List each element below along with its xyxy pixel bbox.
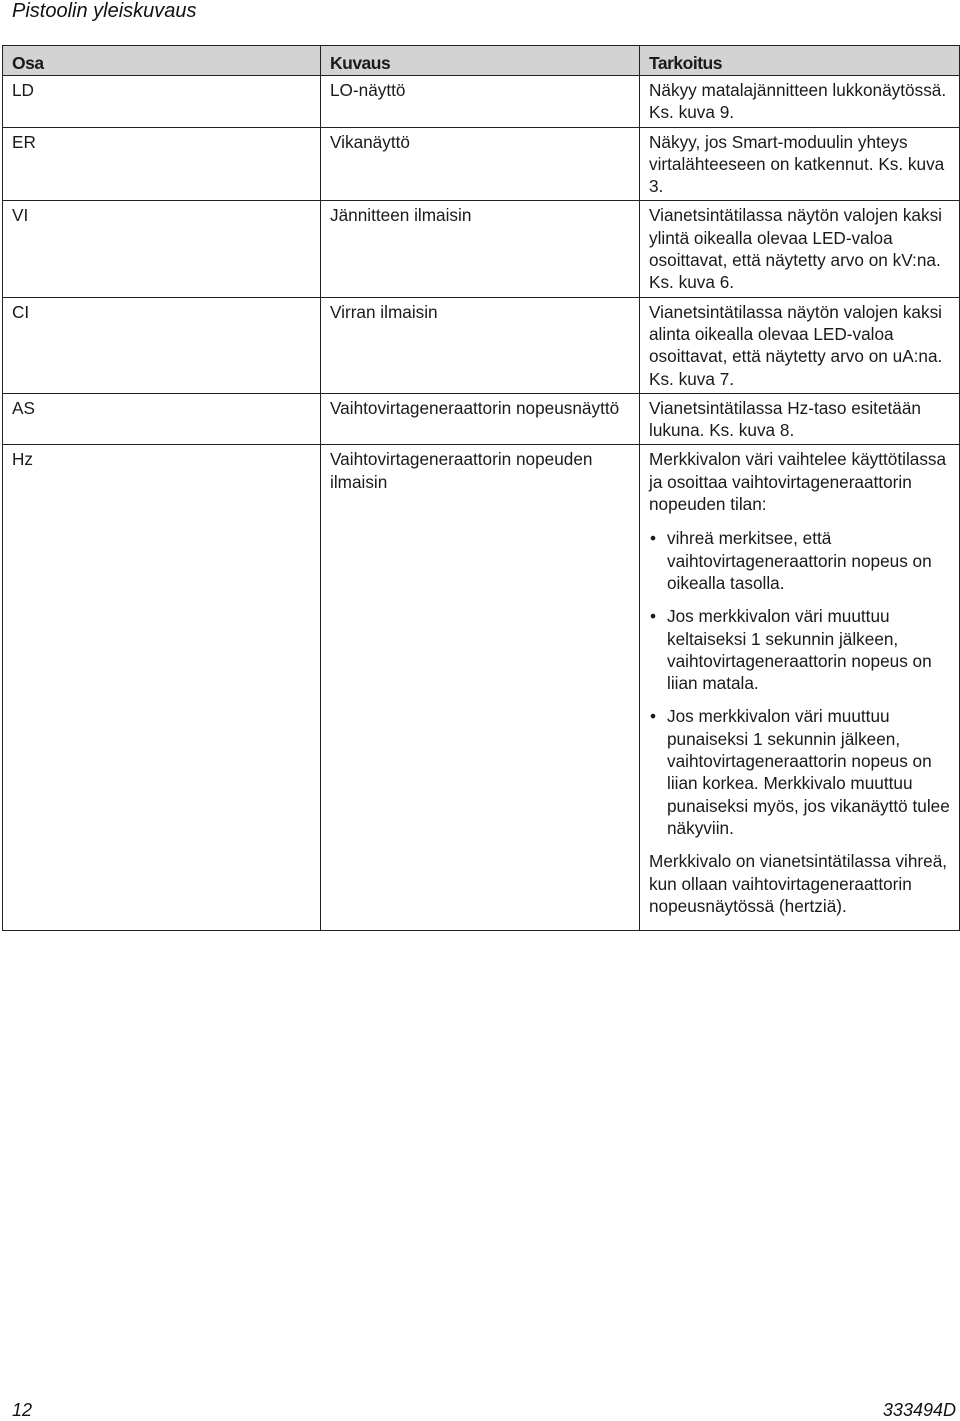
document-number: 333494D — [882, 1400, 956, 1420]
purpose-outro: Merkkivalo on vianetsintätilassa vihreä, kun ollaan vaihtovirtageneraattorin nopeusnäytössä (hertziä). — [649, 851, 948, 916]
row-code: Hz — [3, 445, 321, 931]
color-state-list — [649, 527, 950, 839]
row-purpose: Vianetsintätilassa Hz-taso esitetään lukuna. Ks. kuva 8. — [640, 393, 960, 445]
row-description: Vaihtovirtageneraattorin nopeusnäyttö — [321, 393, 640, 445]
section-title: Pistoolin yleiskuvaus — [12, 0, 197, 22]
table-row — [3, 297, 960, 393]
row-code: AS — [3, 393, 321, 445]
row-purpose: Näkyy matalajännitteen lukkonäytössä. Ks. kuva 9. — [640, 76, 960, 128]
table-row — [3, 201, 960, 297]
row-description: Vaihtovirtageneraattorin nopeuden ilmaisin — [321, 445, 640, 931]
row-description: Virran ilmaisin — [321, 297, 640, 393]
column-header-tarkoitus: Tarkoitus — [640, 46, 960, 76]
list-item-text: Jos merkkivalon väri muuttuu punaiseksi 1 sekunnin jälkeen, vaihtovirtageneraattorin nopeus on liian korkea. Merkkivalo muuttuu punaiseksi myös, jos vikanäyttö tulee näkyviin. — [667, 706, 950, 838]
row-description: Jännitteen ilmaisin — [321, 201, 640, 297]
row-description: Vikanäyttö — [321, 127, 640, 201]
list-item-text: vihreä merkitsee, että vaihtovirtageneraattorin nopeus on oikealla tasolla. — [667, 528, 932, 593]
table-row — [3, 393, 960, 445]
bullet-icon: • — [650, 528, 657, 549]
bullet-icon: • — [650, 706, 657, 727]
row-purpose — [640, 445, 960, 931]
list-item — [649, 605, 950, 694]
row-description: LO-näyttö — [321, 76, 640, 128]
row-code: VI — [3, 201, 321, 297]
purpose-intro: Merkkivalon väri vaihtelee käyttötilassa ja osoittaa vaihtovirtageneraattorin nopeuden tilan: — [649, 449, 947, 515]
row-purpose: Vianetsintätilassa näytön valojen kaksi ylintä oikealla olevaa LED-valoa osoittavat, että näytetty arvo on kV:na. Ks. kuva 6. — [640, 201, 960, 297]
table-header-row — [3, 46, 960, 76]
list-item — [649, 527, 950, 594]
table-row — [3, 76, 960, 128]
row-code: ER — [3, 127, 321, 201]
table-row — [3, 445, 960, 931]
table-row — [3, 127, 960, 201]
components-table — [2, 45, 960, 931]
row-code: CI — [3, 297, 321, 393]
list-item — [649, 705, 950, 839]
column-header-osa: Osa — [3, 46, 321, 76]
row-purpose: Näkyy, jos Smart-moduulin yhteys virtalähteeseen on katkennut. Ks. kuva 3. — [640, 127, 960, 201]
row-purpose: Vianetsintätilassa näytön valojen kaksi alinta oikealla olevaa LED-valoa osoittavat, että näytetty arvo on uA:na. Ks. kuva 7. — [640, 297, 960, 393]
column-header-kuvaus: Kuvaus — [321, 46, 640, 76]
page-number: 12 — [12, 1400, 33, 1420]
row-code: LD — [3, 76, 321, 128]
bullet-icon: • — [650, 606, 657, 627]
list-item-text: Jos merkkivalon väri muuttuu keltaiseksi 1 sekunnin jälkeen, vaihtovirtageneraattorin nopeus on liian matala. — [667, 606, 932, 694]
